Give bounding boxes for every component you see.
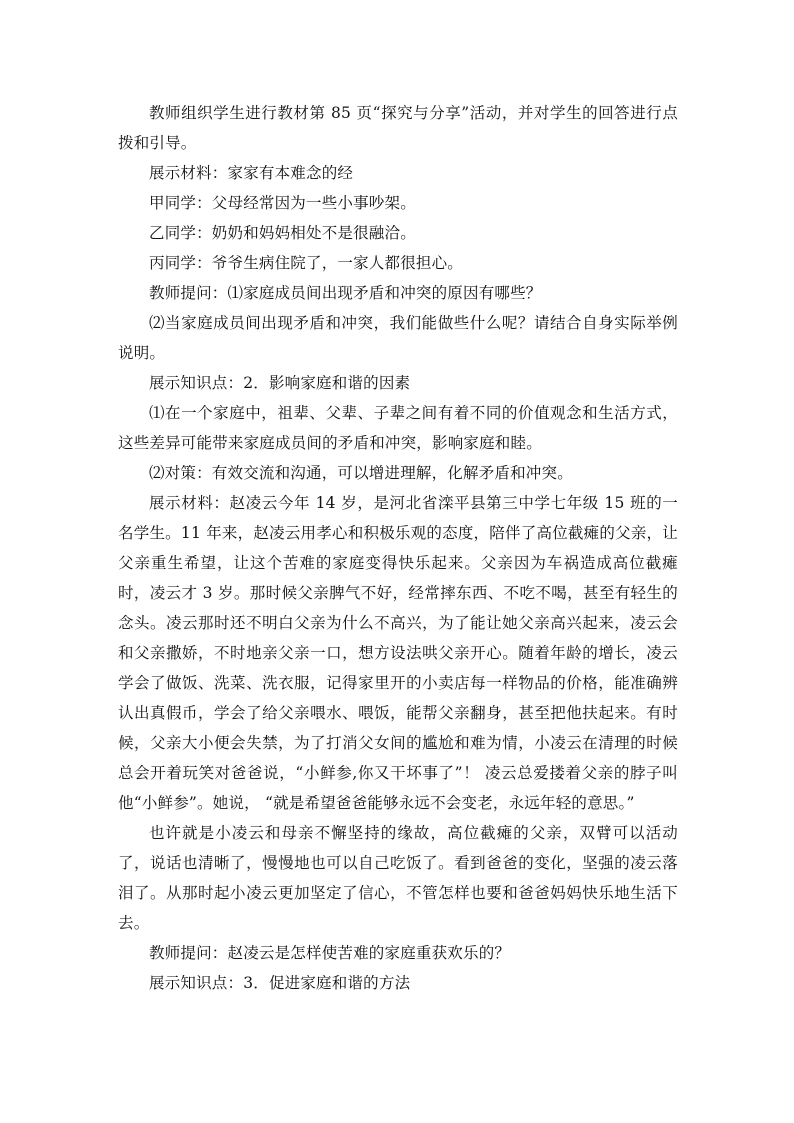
paragraph-zhao-lingyun-story: 展示材料：赵凌云今年 14 岁，是河北省滦平县第三中学七年级 15 班的一名学生。11 年来，赵凌云用孝心和积极乐观的态度，陪伴了高位截瘫的父亲，让父亲重生希望，让这个苦难的家庭变得快乐起来。父亲因为车祸造成高位截瘫时，凌云才 3 岁。那时候父亲脾气不好，经常摔东西、不吃不喝，甚至有轻生的念头。凌云那时还不明白父亲为什么不高兴，为了能让她父亲高兴起来，凌云会和父亲撒娇，不时地亲父亲一口，想方设法哄父亲开心。随着年龄的增长，凌云学会了做饭、洗菜、洗衣服，记得家里开的小卖店每一样物品的价格，能准确辨认出真假币，学会了给父亲喂水、喂饭，能帮父亲翻身，甚至把他扶起来。有时候，父亲大小便会失禁，为了打消父女间的尴尬和难为情，小凌云在清理的时候总会开着玩笑对爸爸说，“小鲜参,你又干坏事了”！ 凌云总爱搂着父亲的脖子叫他“小鲜参”。她说， “就是希望爸爸能够永远不会变老，永远年轻的意思。” xyxy=(118,494,678,812)
paragraph-student-c: 丙同学：爷爷生病住院了，一家人都很担心。 xyxy=(149,254,464,272)
paragraph-teacher-question-1: 教师提问：⑴家庭成员间出现矛盾和冲突的原因有哪些？ xyxy=(149,284,542,302)
paragraph-knowledge-point-2: 展示知识点：2．影响家庭和谐的因素 xyxy=(149,374,411,392)
paragraph-teacher-question-3: 教师提问：赵凌云是怎样使苦难的家庭重获欢乐的？ xyxy=(149,944,511,962)
paragraph-story-continued: 也许就是小凌云和母亲不懈坚持的缘故，高位截瘫的父亲，双臂可以活动了，说话也清晰了，慢慢地也可以自己吃饭了。看到爸爸的变化，坚强的凌云落泪了。从那时起小凌云更加坚定了信心，不管怎样也要和爸爸妈妈快乐地生活下去。 xyxy=(118,824,678,932)
paragraph-student-b: 乙同学：奶奶和妈妈相处不是很融洽。 xyxy=(149,224,416,242)
paragraph-teacher-question-2: ⑵当家庭成员间出现矛盾和冲突，我们能做些什么呢？请结合自身实际举例说明。 xyxy=(118,314,678,362)
document-page xyxy=(118,98,678,998)
paragraph-point-2-item-1: ⑴在一个家庭中，祖辈、父辈、子辈之间有着不同的价值观念和生活方式，这些差异可能带来家庭成员间的矛盾和冲突，影响家庭和睦。 xyxy=(118,404,678,452)
paragraph-material-title: 展示材料：家家有本难念的经 xyxy=(149,164,354,182)
paragraph-point-2-item-2: ⑵对策：有效交流和沟通，可以增进理解，化解矛盾和冲突。 xyxy=(149,464,573,482)
paragraph-student-a: 甲同学：父母经常因为一些小事吵架。 xyxy=(149,194,416,212)
paragraph-activity-intro: 教师组织学生进行教材第 85 页“探究与分享”活动，并对学生的回答进行点拨和引导。 xyxy=(118,104,678,152)
paragraph-knowledge-point-3: 展示知识点：3．促进家庭和谐的方法 xyxy=(149,974,411,992)
